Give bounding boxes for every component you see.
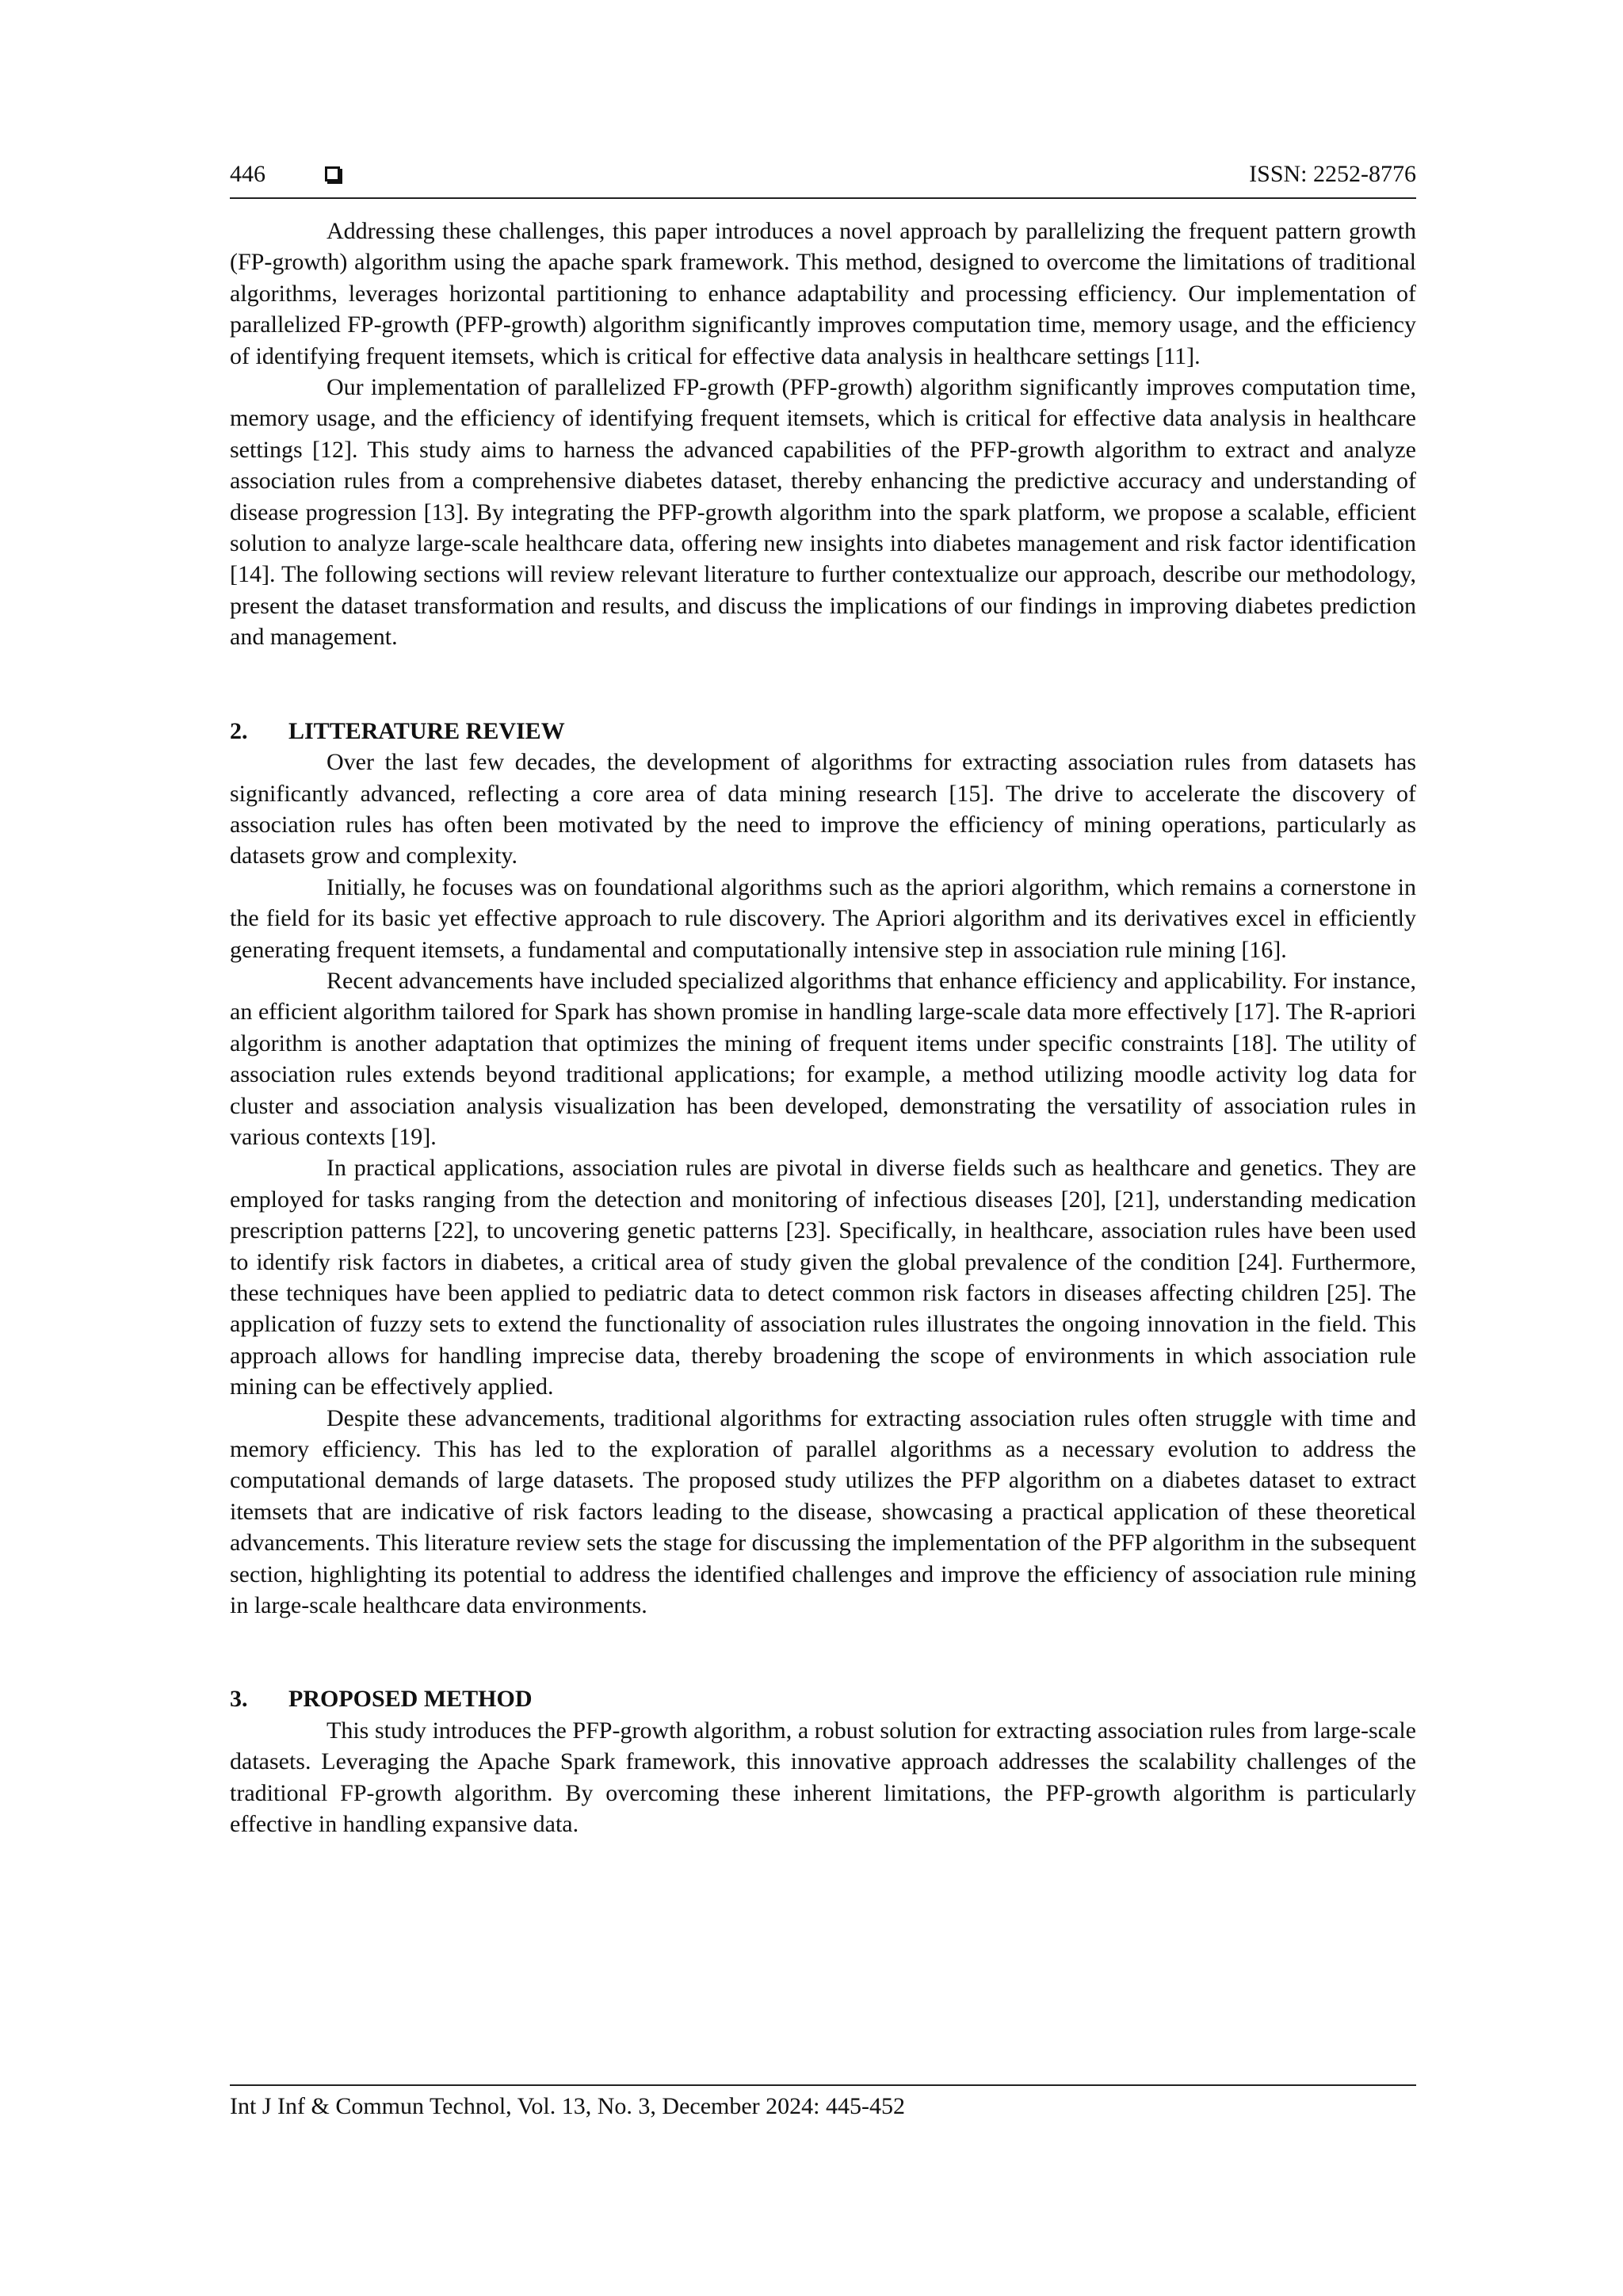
intro-paragraph-2: Our implementation of parallelized FP-growth (PFP-growth) algorithm significantly improves computation time, memory usage, and the efficiency of identifying frequent itemsets, which is critical for effective data analysis in healthcare settings [12]. This study aims to harness the advanced capabilities of the PFP-growth algorithm to extract and analyze association rules from a comprehensive diabetes dataset, thereby enhancing the predictive accuracy and understanding of disease progression [13]. By integrating the PFP-growth algorithm into the spark platform, we propose a scalable, efficient solution to analyze large-scale healthcare data, offering new insights into diabetes management and risk factor identification [14]. The following sections will review relevant literature to further contextualize our approach, describe our methodology, present the dataset transformation and results, and discuss the implications of our findings in improving diabetes prediction and management. (230, 374, 1416, 651)
footer-citation: Int J Inf & Commun Technol, Vol. 13, No. 3, December 2024: 445-452 (230, 2093, 905, 2119)
section-3-title: PROPOSED METHOD (288, 1686, 533, 1713)
page-header (230, 155, 1416, 193)
intro-paragraph-1: Addressing these challenges, this paper introduces a novel approach by parallelizing the frequent pattern growth (FP-growth) algorithm using the apache spark framework. This method, designed to overcome the limitations of traditional algorithms, leverages horizontal partitioning to enhance adaptability and processing efficiency. Our implementation of parallelized FP-growth (PFP-growth) algorithm significantly improves computation time, memory usage, and the efficiency of identifying frequent itemsets, which is critical for effective data analysis in healthcare settings [11]. (230, 218, 1416, 369)
header-divider (230, 197, 1416, 199)
square-box-icon (325, 166, 340, 181)
footer-divider (230, 2084, 1416, 2086)
section-3-number: 3. (230, 1686, 248, 1713)
section-3-heading (230, 1683, 1416, 1714)
section-2-title: LITTERATURE REVIEW (288, 717, 565, 744)
section-2-paragraph-2: Initially, he focuses was on foundational algorithms such as the apriori algorithm, which remains a cornerstone in the field for its basic yet effective approach to rule discovery. The Apriori algorithm and its derivatives excel in efficiently generating frequent itemsets, a fundamental and computationally intensive step in association rule mining [16]. (230, 873, 1416, 963)
article-body (230, 216, 1416, 1840)
section-2-paragraph-4: In practical applications, association rules are pivotal in diverse fields such as healthcare and genetics. They are employed for tasks ranging from the detection and monitoring of infectious diseases [20], [21], understanding medication prescription patterns [22], to uncovering genetic patterns [23]. Specifically, in healthcare, association rules have been used to identify risk factors in diabetes, a critical area of study given the global prevalence of the condition [24]. Furthermore, these techniques have been applied to pediatric data to detect common risk factors in diseases affecting children [25]. The application of fuzzy sets to extend the functionality of association rules illustrates the ongoing innovation in the field. This approach allows for handling imprecise data, thereby broadening the scope of environments in which association rule mining can be effectively applied. (230, 1155, 1416, 1400)
section-2-paragraph-3: Recent advancements have included specialized algorithms that enhance efficiency and applicability. For instance, an efficient algorithm tailored for Spark has shown promise in handling large-scale data more effectively [17]. The R-apriori algorithm is another adaptation that optimizes the mining of frequent items under specific constraints [18]. The utility of association rules extends beyond traditional applications; for example, a method utilizing moodle activity log data for cluster and association analysis visualization has been developed, demonstrating the versatility of association rules in various contexts [19]. (230, 967, 1416, 1150)
page-number: 446 (230, 161, 265, 187)
section-2-heading (230, 716, 1416, 747)
section-3-paragraph-1: This study introduces the PFP-growth algorithm, a robust solution for extracting association rules from large-scale datasets. Leveraging the Apache Spark framework, this innovative approach addresses the scalability challenges of the traditional FP-growth algorithm. By overcoming these inherent limitations, the PFP-growth algorithm is particularly effective in handling expansive data. (230, 1717, 1416, 1838)
section-2-number: 2. (230, 717, 248, 744)
issn-label: ISSN: 2252-8776 (1249, 161, 1416, 187)
section-2-paragraph-5: Despite these advancements, traditional algorithms for extracting association rules often struggle with time and memory efficiency. This has led to the exploration of parallel algorithms as a necessary evolution to address the computational demands of large datasets. The proposed study utilizes the PFP algorithm on a diabetes dataset to extract itemsets that are indicative of risk factors leading to the disease, showcasing a practical application of these theoretical advancements. This literature review sets the stage for discussing the implementation of the PFP algorithm in the subsequent section, highlighting its potential to address the identified challenges and improve the efficiency of association rule mining in large-scale healthcare data environments. (230, 1404, 1416, 1619)
section-2-paragraph-1: Over the last few decades, the development of algorithms for extracting association rules from datasets has significantly advanced, reflecting a core area of data mining research [15]. The drive to accelerate the discovery of association rules has often been motivated by the need to improve the efficiency of mining operations, particularly as datasets grow and complexity. (230, 749, 1416, 869)
